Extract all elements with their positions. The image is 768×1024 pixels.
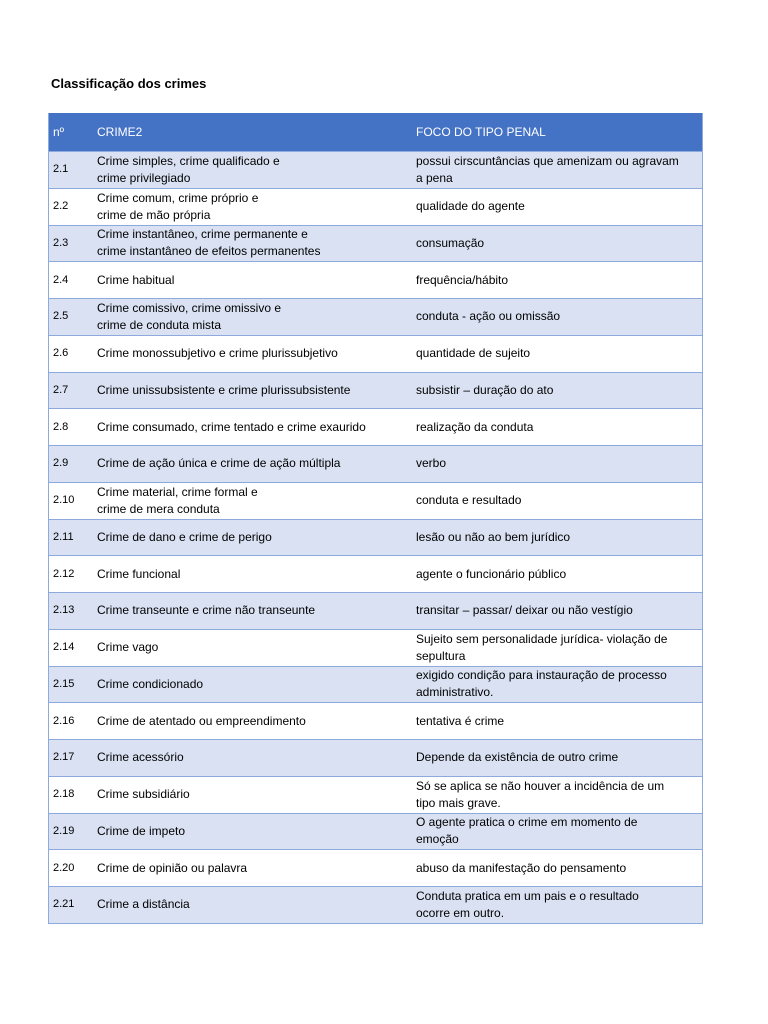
- cell-focus: realização da conduta: [416, 419, 534, 434]
- table-row: [49, 261, 702, 298]
- cell-num: 2.12: [53, 567, 75, 580]
- cell-num: 2.17: [53, 751, 75, 764]
- cell-num: 2.18: [53, 788, 75, 801]
- cell-focus: O agente pratica o crime em momento de emoção: [416, 815, 638, 847]
- table-row: [49, 225, 702, 262]
- cell-focus: verbo: [416, 456, 447, 471]
- cell-num: 2.1: [53, 163, 69, 176]
- cell-crime: Crime comum, crime próprio e crime de mão própria: [97, 190, 259, 222]
- cell-crime: Crime de atentado ou empreendimento: [97, 713, 306, 728]
- cell-crime: Crime a distância: [97, 897, 190, 912]
- cell-num: 2.9: [53, 457, 69, 470]
- cell-num: 2.2: [53, 200, 69, 213]
- table-row: [49, 629, 702, 666]
- table-row: [49, 408, 702, 445]
- cell-num: 2.11: [53, 530, 74, 543]
- cell-crime: Crime material, crime formal e crime de mera conduta: [97, 484, 258, 516]
- table-row: [49, 519, 702, 556]
- cell-num: 2.7: [53, 383, 69, 396]
- cell-focus: Depende da existência de outro crime: [416, 750, 619, 765]
- cell-focus: tentativa é crime: [416, 713, 505, 728]
- cell-focus: agente o funcionário público: [416, 566, 567, 581]
- cell-crime: Crime de opinião ou palavra: [97, 860, 248, 875]
- table-row: [49, 555, 702, 592]
- table-row: [49, 813, 702, 850]
- table-header-row: [49, 113, 702, 151]
- cell-crime: Crime consumado, crime tentado e crime exaurido: [97, 419, 366, 434]
- cell-crime: Crime simples, crime qualificado e crime privilegiado: [97, 153, 280, 185]
- cell-focus: transitar – passar/ deixar ou não vestígio: [416, 603, 633, 618]
- cell-focus: qualidade do agente: [416, 199, 525, 214]
- cell-focus: exigido condição para instauração de processo administrativo.: [416, 668, 667, 700]
- cell-crime: Crime de dano e crime de perigo: [97, 529, 272, 544]
- cell-crime: Crime subsidiário: [97, 787, 190, 802]
- table-row: [49, 739, 702, 776]
- cell-num: 2.5: [53, 310, 69, 323]
- cell-num: 2.16: [53, 714, 75, 727]
- cell-num: 2.6: [53, 347, 69, 360]
- table-row: [49, 702, 702, 739]
- cell-focus: Só se aplica se não houver a incidência de um tipo mais grave.: [416, 778, 665, 810]
- cell-num: 2.3: [53, 236, 69, 249]
- cell-num: 2.8: [53, 420, 69, 433]
- table-row: [49, 335, 702, 372]
- cell-crime: Crime condicionado: [97, 676, 204, 691]
- cell-focus: conduta e resultado: [416, 493, 522, 508]
- cell-num: 2.13: [53, 604, 75, 617]
- cell-focus: lesão ou não ao bem jurídico: [416, 529, 571, 544]
- cell-crime: Crime transeunte e crime não transeunte: [97, 603, 316, 618]
- table-row: [49, 298, 702, 335]
- cell-crime: Crime vago: [97, 640, 159, 655]
- table-row: [49, 886, 702, 923]
- cell-focus: abuso da manifestação do pensamento: [416, 860, 627, 875]
- cell-focus: frequência/hábito: [416, 272, 509, 287]
- cell-crime: Crime de ação única e crime de ação múltipla: [97, 456, 341, 471]
- cell-crime: Crime monossubjetivo e crime plurissubjetivo: [97, 346, 338, 361]
- cell-num: 2.10: [53, 494, 75, 507]
- table-row: [49, 188, 702, 225]
- header-focus: FOCO DO TIPO PENAL: [416, 124, 546, 139]
- cell-num: 2.21: [53, 898, 75, 911]
- table-row: [49, 666, 702, 703]
- cell-focus: possui cirscuntâncias que amenizam ou agravam a pena: [416, 153, 679, 185]
- cell-num: 2.14: [53, 641, 75, 654]
- cell-num: 2.19: [53, 824, 75, 837]
- cell-focus: quantidade de sujeito: [416, 346, 531, 361]
- cell-num: 2.4: [53, 273, 69, 286]
- table-row: [49, 445, 702, 482]
- cell-focus: consumação: [416, 235, 485, 250]
- cell-crime: Crime acessório: [97, 750, 184, 765]
- cell-focus: conduta - ação ou omissão: [416, 309, 561, 324]
- crime-classification-table: [48, 113, 703, 924]
- cell-crime: Crime de impeto: [97, 823, 186, 838]
- cell-crime: Crime unissubsistente e crime plurissubsistente: [97, 382, 351, 397]
- cell-crime: Crime instantâneo, crime permanente e crime instantâneo de efeitos permanentes: [97, 227, 321, 259]
- table-row: [49, 592, 702, 629]
- cell-focus: Conduta pratica em um pais e o resultado ocorre em outro.: [416, 888, 639, 920]
- header-crime: CRIME2: [97, 124, 143, 139]
- table-row: [49, 849, 702, 886]
- cell-crime: Crime habitual: [97, 272, 175, 287]
- table-row: [49, 372, 702, 409]
- cell-crime: Crime comissivo, crime omissivo e crime de conduta mista: [97, 300, 282, 332]
- table-row: [49, 776, 702, 813]
- table-row: [49, 151, 702, 188]
- cell-focus: Sujeito sem personalidade jurídica- violação de sepultura: [416, 631, 668, 663]
- cell-focus: subsistir – duração do ato: [416, 382, 554, 397]
- cell-num: 2.20: [53, 861, 75, 874]
- cell-crime: Crime funcional: [97, 566, 181, 581]
- cell-num: 2.15: [53, 677, 75, 690]
- header-num: nº: [53, 124, 65, 139]
- table-row: [49, 482, 702, 519]
- page-title: Classificação dos crimes: [51, 76, 207, 91]
